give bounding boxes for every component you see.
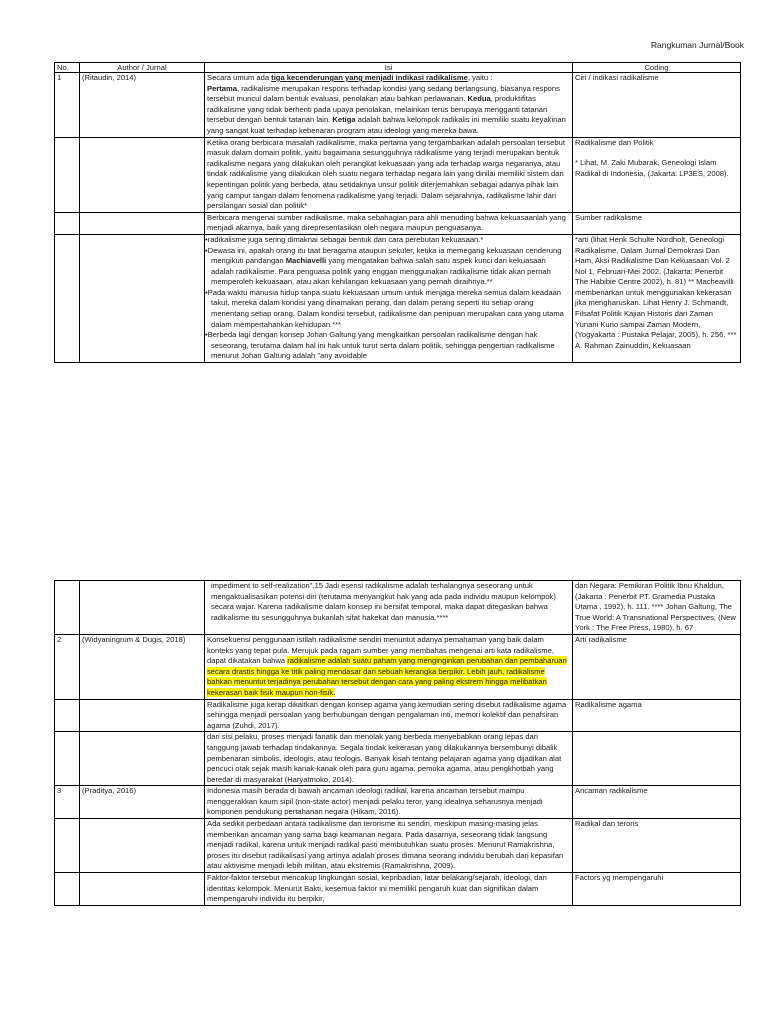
isi-text: , produktifitas radikalisme yang tidak berhenti pada upaya penolakan, melainkan terus berupaya mengganti tatanan tersebut dengan bentuk tatanan lain. <box>207 94 548 125</box>
cell-isi: impediment to self-realization".15 Jadi esensi radikalisme adalah terhalangnya seseorang untuk mengaktualisasikan potensi diri (terutama menyangkut hak yang ada pada individu maupun kelompok) secara wajar. Karena radikalisme dalam konsep ini bersifat temporal, maka dapat ditegaskan bahwa radikalisme itu sesungguhnya bukanlah sifat hakekat dari manusia.**** <box>205 581 573 635</box>
table-row <box>55 786 741 819</box>
table-row <box>55 137 741 212</box>
cell-coding: Radikal dan teroris <box>573 819 741 873</box>
table-row <box>55 732 741 786</box>
cell-isi: dari sisi pelaku, proses menjadi fanatik dan menolak yang berbeda menyebabkan orang lepas dari tanggung jawab terhadap tindakannya. Segala tindak kekerasan yang dilakukannya bersembunyi dibalik pembenaran simbolis, ideologis, atau teologis. Banyak kisah tentang pelajaran agama yang dijadikan alat pencuci otak sejak masih kanak-kanak oleh para guru agama, pemuka agama, atau pengkhotbah yang beredar di masyarakat (Haryatmoko, 2014). <box>205 732 573 786</box>
cell-isi <box>205 73 573 138</box>
table-row <box>55 234 741 362</box>
cell-coding: *arti (lihat Henk Schulte Nordholt, Geneologi Radikalisme, Dalam Jurnal Demokrasi Dan Ham, Aksi Radikalisme Dan Kekuasaan Vol. 2 Nol 1, Februari-Mei 2002, (Jakarta: Penerbit The Habibie Centre 2002), h. 81) ** Macheavilli membenarkan untuk menggunakan kekerasan jika mengharuskan. Lihat Henry J. Schmandt, Filsafat Politik Kajian Historis dari Zaman Yunani Kuno sampai Zaman Modern, (Yogyakarta : Pustaka Pelajar, 2005), h. 256. *** A. Rahman Zainuddin, Kekuasaan <box>573 234 741 362</box>
table-row <box>55 73 741 138</box>
table-row <box>55 634 741 699</box>
table-row <box>55 819 741 873</box>
cell-coding: Ancaman radikalisme <box>573 786 741 819</box>
isi-emphasis: Kedua <box>467 94 491 104</box>
bullet-item: •Berbeda lagi dengan konsep Johan Galtung yang mengkaitkan persoalan radikalisme dengan hak seseorang, terutama dalam hal ini hak untuk turut serta dalam politik, sehingga pengertian radikalisme menurut Johan Galtung adalah "any avoidable <box>205 330 555 361</box>
header-coding: Coding <box>573 63 741 73</box>
table-row <box>55 873 741 906</box>
highlighted-text: radikalisme adalah suatu paham yang menginginkan perubahan dan pembaharuan secara drastis hingga ke titik paling mendasar dari sebuah kerangka berpikir. Lebih jauh, radikalisme bahkan menuntut terjadinya perubahan tersebut dengan cara yang paling ekstrem hingga melibatkan kekerasan baik fisik maupun non-fisik. <box>207 656 567 697</box>
bullet-item: •radikalisme juga sering dimaknai sebagai bentuk dan cara perebutan kekuasaan.* <box>205 234 484 244</box>
cell-isi: Berbicara mengenai sumber radikalisme, maka sebahagian para ahli menuding bahwa kekuasaanlah yang menjadi akarnya, baik yang direpresentasikan oleh negara maupun penguasanya. <box>205 212 573 234</box>
cell-no: 1 <box>55 73 80 138</box>
bullet-item: •Pada waktu manusia hidup tanpa suatu kekuasaan umum untuk menjaga mereka semua dalam keadaan takut, mereka dalam kondisi yang dinamakan perang, dan dalam perang seperti itu setiap orang menentang setiap orang. Dalam kondisi tersebut, radikalisme dan penipuan merupakan cara yang utama dalam mempertahankan kehidupan.*** <box>205 287 564 329</box>
cell-isi: Ketika orang berbicara masalah radikalisme, maka pertama yang tergambarkan adalah persoalan tersebut masuk dalam domain politik, yaitu bagaimana sesungguhnya radikalisme yang terjadi merupakan bentuk radikalisme negara yang dilakukan oleh perangkat kekuasaan yang ada terhadap warga negaranya, atau tindak radikalisme yang dilakukan oleh suatu negara terhadap negara lain yang dinilai memiliki sistem dan kepentingan politik yang berbeda, atau setidaknya unsur politik diterjemahkan sebagai adanya pihak lain yang campur tangan dalam fenomena radikalisme yang terjadi. Dalam sejarahnya, radikalisme lahir dari persilangan sosial dan politik* <box>205 137 573 212</box>
cell-isi <box>205 234 573 362</box>
cell-author: (Ritaudin, 2014) <box>80 73 205 138</box>
cell-isi: Radikalisme juga kerap dikaitkan dengan konsep agama yang kemudian sering disebut radikalisme agama sehingga menjadi persoalan yang berhubungan dengan pengalaman inti, memori kolektif dan penafsiran agama (Zuhdi, 2017). <box>205 699 573 732</box>
isi-text: , radikalisme merupakan respons terhadap kondisi yang sedang berlangsung, biasanya respons tersebut muncul dalam bentuk evaluasi, penolakan atau bahkan perlawanan. <box>207 83 560 104</box>
cell-author: (Widyaningrum & Dugis, 2018) <box>80 634 205 699</box>
header-no: No. <box>55 63 80 73</box>
isi-text: Konsekuensi penggunaan istilah radikalisme sendiri menuntut adanya pemahaman yang baik dalam konteks yang tepat pula. Merujuk pada ragam sumber yang membahas mengenai arti kata radikalisme, dapat dikatakan bahwa <box>207 634 554 666</box>
bullet-text: Pada waktu manusia hidup tanpa suatu kekuasaan umum untuk menjaga mereka semua dalam keadaan takut, mereka dalam kondisi yang dinamakan perang, dan dalam perang seperti itu setiap orang menentang setiap orang. Dalam kondisi tersebut, radikalisme dan penipuan merupakan cara yang utama dalam mempertahankan kehidupan.*** <box>207 287 564 329</box>
table-header-row <box>55 63 741 73</box>
bullet-text: Dewasa ini, apakah orang itu taat beragama ataupun sekuler, ketika ia memegang kekuasaan cenderung mengikuti pandangan <box>207 245 562 266</box>
bullet-item: •Dewasa ini, apakah orang itu taat beragama ataupun sekuler, ketika ia memegang kekuasaan cenderung mengikuti pandangan Machiavelli yang mengatakan bahwa salah satu aspek kunci dari kekuasaan adalah radikalisme. Para penguasa politik yang enggan menggunakan radikalisme tidak akan pernah memperoleh kekuasaan, atau akan kehilangan kekuasaan yang pernah diraihnya.** <box>205 245 562 287</box>
table-row <box>55 581 741 635</box>
table-row <box>55 699 741 732</box>
coding-text: Radikalisme dan Politik <box>575 137 654 147</box>
isi-emphasis: tiga kecenderungan yang menjadi indikasi radikalisme <box>271 73 468 82</box>
document-header-label: Rangkuman Jurnal/Book <box>650 40 744 50</box>
bullet-text: Berbeda lagi dengan konsep Johan Galtung yang mengkaitkan persoalan radikalisme dengan hak seseorang, terutama dalam hal ini hak untuk turut serta dalam politik, sehingga pengertian radikalisme menurut Johan Galtung adalah "any avoidable <box>207 330 555 361</box>
cell-coding: Arti radikalisme <box>573 634 741 699</box>
bullet-text: radikalisme juga sering dimaknai sebagai bentuk dan cara perebutan kekuasaan.* <box>207 234 484 244</box>
cell-coding: dan Negara: Pemikiran Politik Ibnu Khaldun, (Jakarta : Penerbit PT. Gramedia Pustaka Utama , 1992), h. 111. **** Johan Galtung, The True World: A Transnational Perspectives, (New York : The Free Press, 1980), h. 67 <box>573 581 741 635</box>
cell-coding: Radikalisme agama <box>573 699 741 732</box>
summary-table-page-2 <box>54 580 741 906</box>
cell-no: 2 <box>55 634 80 699</box>
cell-isi: Ada sedikit perbedaan antara radikalisme dan terorisme itu sendiri, meskipun masing-masing jelas memberikan ancaman yang sama bagi keamanan negara. Pada dasarnya, seseorang tidak langsung menjadi radikal, karena untuk menjadi radikal pasti membutuhkan suatu proses. Menurut Ramakrishna, proses itu disebut radikalisasi yang artinya adalah proses dimana seorang individu berubah dari kepasifan atau aktivisme menjadi lebih militan, atau ekstremis (Ramakrishna, 2009). <box>205 819 573 873</box>
table-row <box>55 212 741 234</box>
coding-footnote: * Lihat, M. Zaki Mubarak, Geneologi Islam Radikal di Indonesia, (Jakarta: LP3ES, 2008). <box>575 158 729 178</box>
bullet-emphasis: Machiavelli <box>285 256 327 266</box>
header-isi: Isi <box>205 63 573 73</box>
cell-isi: Indonesia masih berada di bawah ancaman ideologi radikal, karena ancaman tersebut mampu menggerakkan kaum sipil (non-state actor) menjadi pelaku teror, yang idealnya seharusnya menjadi komponen pendukung pertahanan negara (Hikam, 2016). <box>205 786 573 819</box>
cell-no: 3 <box>55 786 80 819</box>
cell-coding: Sumber radikalisme <box>573 212 741 234</box>
summary-table-page-1 <box>54 62 741 363</box>
cell-isi <box>205 634 573 699</box>
bullet-text: yang mengatakan bahwa salah satu aspek kunci dari kekuasaan adalah radikalisme. Para penguasa politik yang enggan menggunakan radikalisme tidak akan pernah memperoleh kekuasaan, atau akan kehilangan kekuasaan yang pernah diraihnya.** <box>211 256 551 287</box>
cell-author: (Praditya, 2016) <box>80 786 205 819</box>
header-author: Author / Jurnal <box>80 63 205 73</box>
cell-coding: Ciri / indikasi radikalisme <box>573 73 741 138</box>
isi-text: , yaitu : <box>467 73 493 82</box>
isi-emphasis: Ketiga <box>332 115 356 125</box>
isi-text: adalah bahwa kelompok radikalis ini memiliki suatu keyakinan yang sangat kuat terhadap kebenaran program atau ideologi yang mereka bawa. <box>207 115 566 135</box>
cell-coding: Factors yg mempengaruhi <box>573 873 741 906</box>
isi-emphasis: Pertama <box>207 83 237 93</box>
cell-coding <box>573 137 741 212</box>
isi-text: Secara umum ada <box>207 73 272 82</box>
cell-isi: Faktor-faktor tersebut mencakup lingkungan sosial, kepribadian, latar belakang/sejarah, ideologi, dan identitas kelompok. Menurut Bakti, kesemua faktor ini memiliki pengaruh kuat dan signifikan dalam mempengaruhi individu itu berpikir, <box>205 873 573 906</box>
